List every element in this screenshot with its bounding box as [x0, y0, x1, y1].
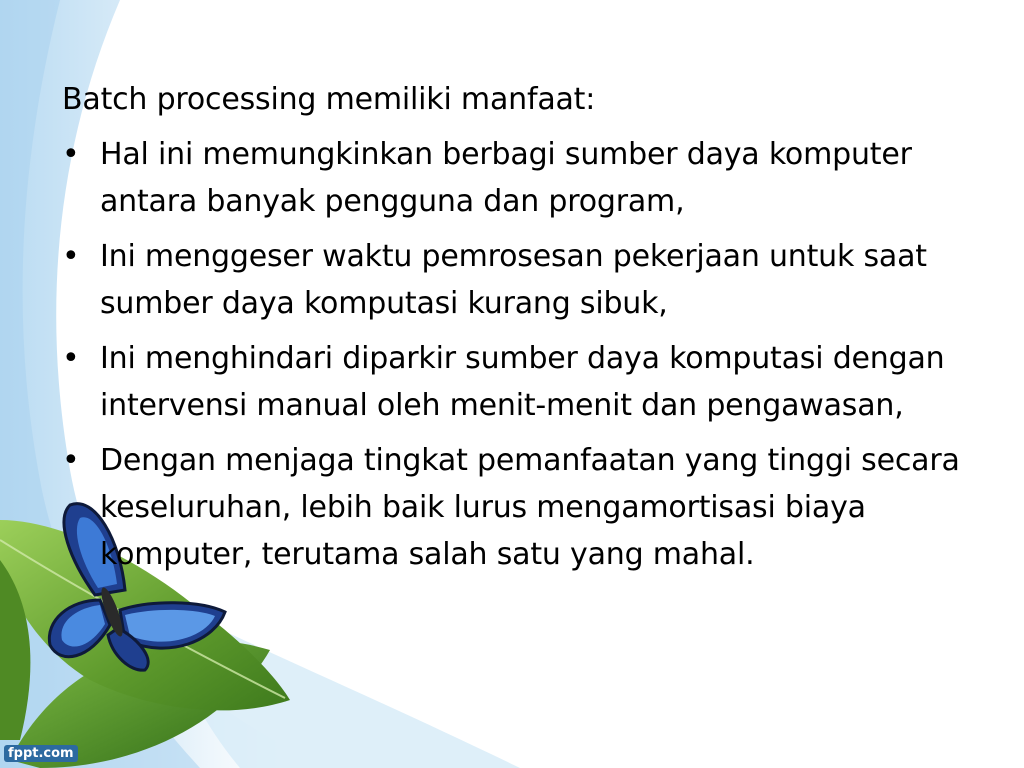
bullet-marker: •	[62, 443, 80, 478]
slide-intro: Batch processing memiliki manfaat:	[62, 82, 596, 117]
bullet-list	[62, 131, 992, 578]
bullet-text: Dengan menjaga tingkat pemanfaatan yang tinggi secara keseluruhan, lebih baik lurus mengamortisasi biaya komputer, terutama salah satu yang mahal.	[100, 443, 960, 572]
bullet-item	[62, 131, 992, 225]
bullet-text: Hal ini memungkinkan berbagi sumber daya komputer antara banyak pengguna dan program,	[100, 137, 912, 219]
bullet-item	[62, 437, 992, 578]
bullet-item	[62, 233, 992, 327]
bullet-marker: •	[62, 239, 80, 274]
bullet-item	[62, 335, 992, 429]
slide-content	[62, 76, 992, 586]
bullet-text: Ini menggeser waktu pemrosesan pekerjaan untuk saat sumber daya komputasi kurang sibuk,	[100, 239, 927, 321]
bullet-marker: •	[62, 341, 80, 376]
fppt-watermark: fppt.com	[4, 745, 78, 762]
bullet-marker: •	[62, 137, 80, 172]
bullet-text: Ini menghindari diparkir sumber daya komputasi dengan intervensi manual oleh menit-menit dan pengawasan,	[100, 341, 945, 423]
